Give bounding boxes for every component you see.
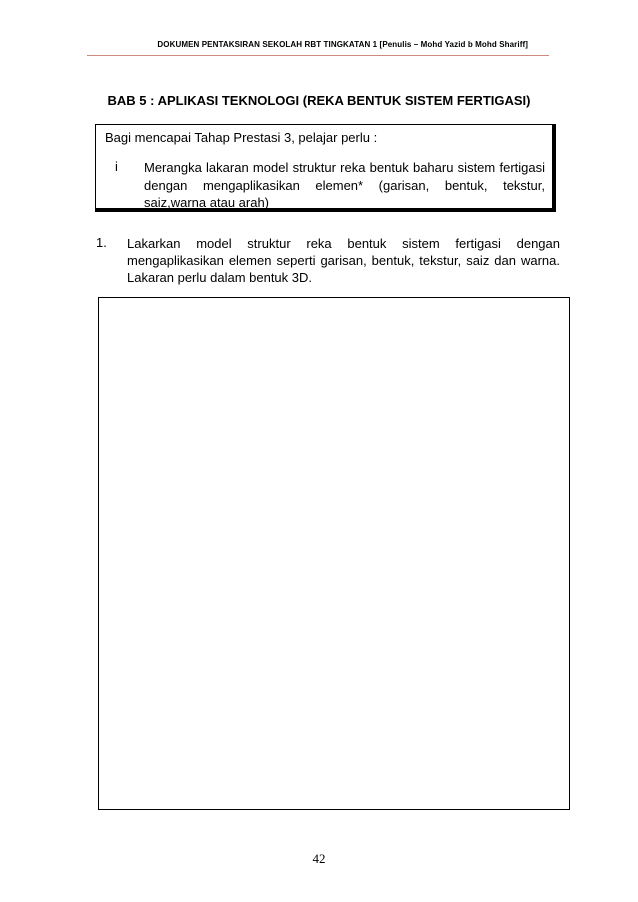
chapter-title: BAB 5 : APLIKASI TEKNOLOGI (REKA BENTUK SISTEM FERTIGASI) [107, 93, 531, 108]
header-divider [87, 55, 549, 56]
page-number: 42 [312, 851, 326, 866]
question-number: 1. [96, 235, 107, 250]
sketch-answer-box[interactable] [98, 297, 570, 810]
question-text: Lakarkan model struktur reka bentuk sistem fertigasi dengan mengaplikasikan elemen seperti garisan, bentuk, tekstur, saiz dan warna. Lakaran perlu dalam bentuk 3D. [127, 236, 560, 285]
objective-item-text: Merangka lakaran model struktur reka bentuk baharu sistem fertigasi dengan mengaplikasikan elemen* (garisan, bentuk, tekstur, saiz,warna atau arah) [144, 160, 545, 210]
objective-item-marker: i [115, 159, 118, 174]
objective-box [95, 124, 556, 212]
document-header: DOKUMEN PENTAKSIRAN SEKOLAH RBT TINGKATAN 1 [Penulis – Mohd Yazid b Mohd Shariff] [157, 40, 528, 49]
objective-intro: Bagi mencapai Tahap Prestasi 3, pelajar perlu : [105, 130, 378, 145]
